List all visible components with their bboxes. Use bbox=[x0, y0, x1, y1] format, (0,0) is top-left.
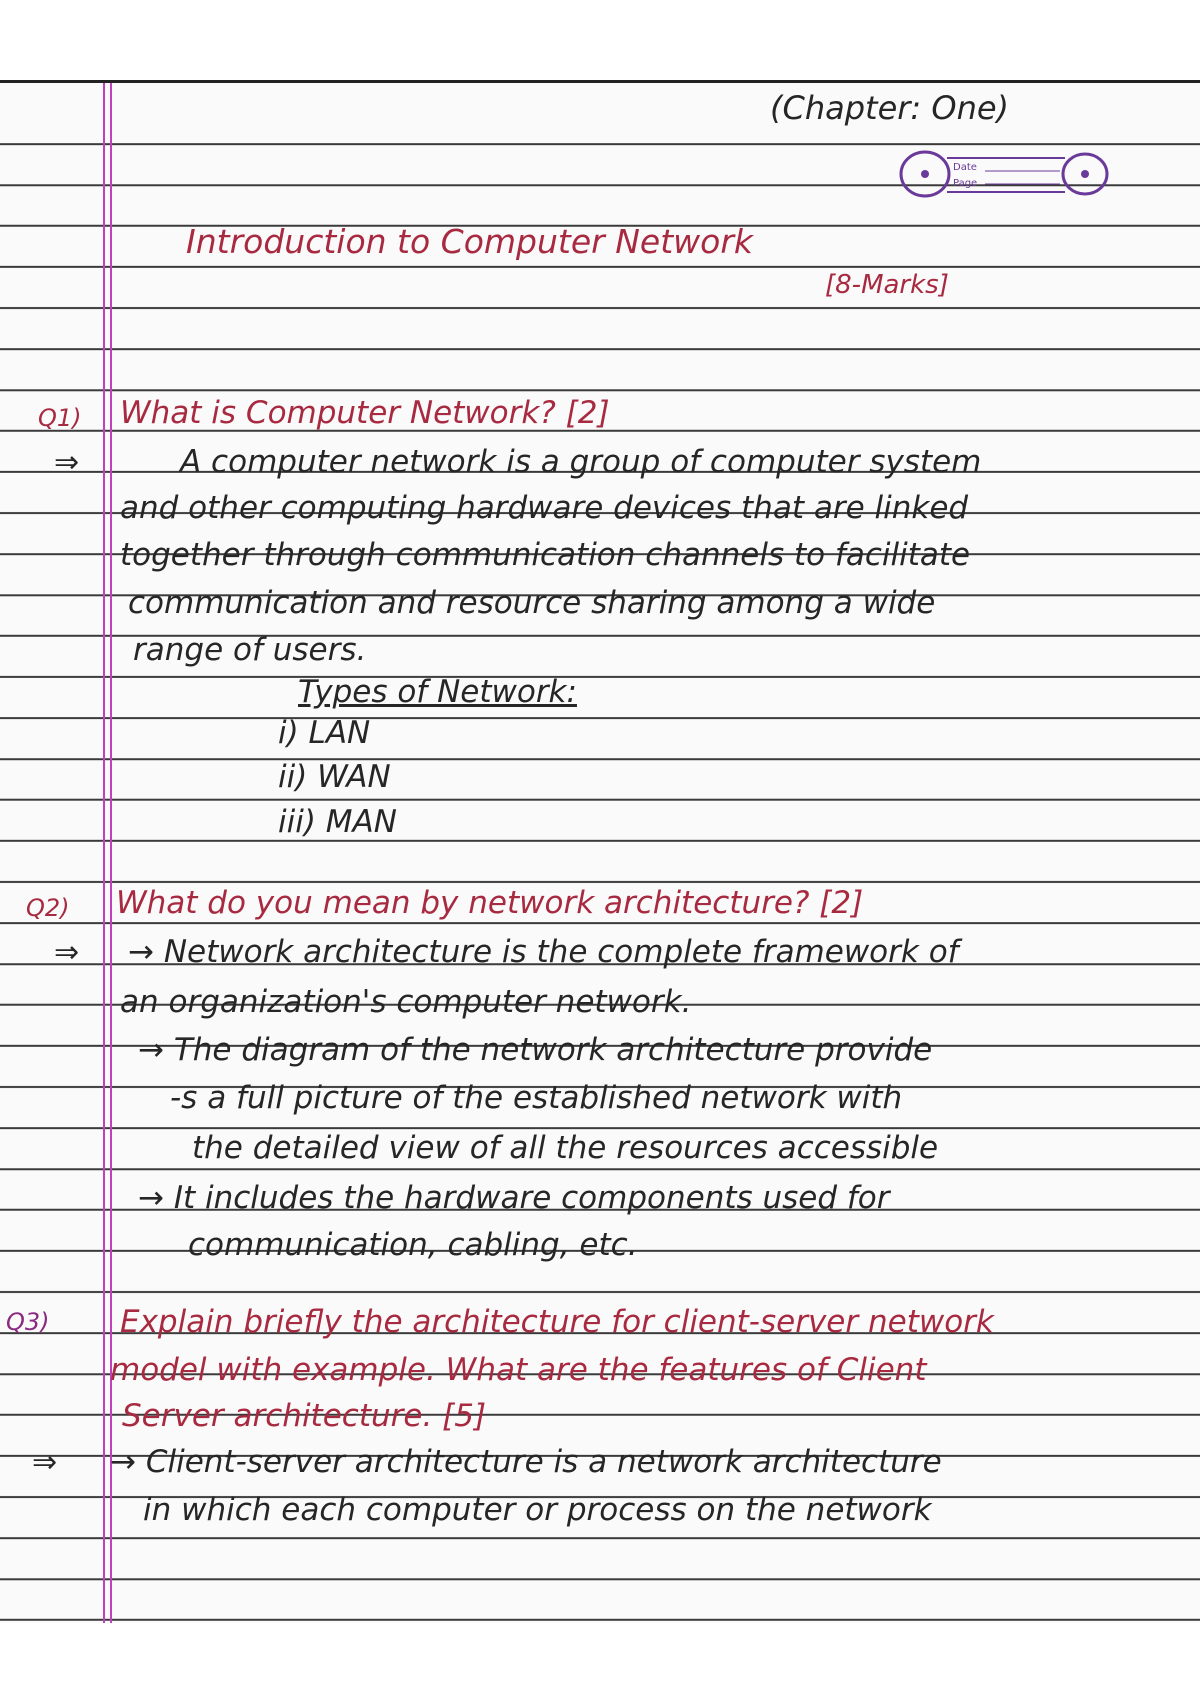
q1-type-item: ii) WAN bbox=[278, 759, 391, 795]
q1-type-item: iii) MAN bbox=[278, 804, 397, 840]
chapter-heading: (Chapter: One) bbox=[770, 89, 1010, 127]
stamp-page-label: Page bbox=[953, 178, 978, 189]
marks-label: [8-Marks] bbox=[825, 270, 949, 300]
q2-number: Q2) bbox=[26, 894, 70, 922]
q3-answer-line: → Client-server architecture is a network architecture bbox=[110, 1444, 942, 1480]
date-page-stamp bbox=[895, 148, 1115, 200]
q1-types-heading: Types of Network: bbox=[298, 674, 577, 710]
q2-question: What do you mean by network architecture? [2] bbox=[116, 885, 864, 921]
q1-answer-line: range of users. bbox=[133, 632, 367, 668]
ruled-paper bbox=[0, 80, 1200, 1623]
q1-answer-line: and other computing hardware devices that are linked bbox=[120, 490, 969, 526]
margin-line-left bbox=[103, 83, 105, 1623]
margin-line-right bbox=[110, 83, 112, 1623]
q3-question-line: model with example. What are the features of Client bbox=[110, 1352, 927, 1388]
q3-answer-line: in which each computer or process on the network bbox=[143, 1492, 932, 1528]
page-title: Introduction to Computer Network bbox=[186, 222, 753, 261]
q1-answer-arrow: ⇒ bbox=[54, 445, 80, 480]
q1-type-item: i) LAN bbox=[278, 715, 371, 751]
q2-answer-line: communication, cabling, etc. bbox=[188, 1227, 638, 1263]
q2-answer-line: -s a full picture of the established network with bbox=[170, 1080, 903, 1116]
q1-answer-line: together through communication channels to facilitate bbox=[120, 537, 971, 573]
q2-answer-arrow: ⇒ bbox=[54, 935, 80, 970]
q1-question: What is Computer Network? [2] bbox=[120, 395, 610, 431]
q2-answer-line: → It includes the hardware components used for bbox=[138, 1180, 890, 1216]
stamp-date-label: Date bbox=[953, 162, 977, 173]
q1-answer-line: communication and resource sharing among a wide bbox=[128, 585, 936, 621]
q1-number: Q1) bbox=[38, 404, 82, 432]
q3-answer-arrow: ⇒ bbox=[32, 1445, 58, 1480]
q2-answer-line: → Network architecture is the complete framework of bbox=[128, 934, 959, 970]
q2-answer-line: → The diagram of the network architecture provide bbox=[138, 1032, 933, 1068]
q1-answer-line: A computer network is a group of computer system bbox=[180, 444, 982, 480]
q2-answer-line: the detailed view of all the resources accessible bbox=[192, 1130, 939, 1166]
q3-number: Q3) bbox=[6, 1308, 50, 1336]
q3-question-line: Server architecture. [5] bbox=[122, 1398, 487, 1434]
q3-question-line: Explain briefly the architecture for client-server network bbox=[120, 1304, 994, 1340]
q2-answer-line: an organization's computer network. bbox=[120, 984, 692, 1020]
